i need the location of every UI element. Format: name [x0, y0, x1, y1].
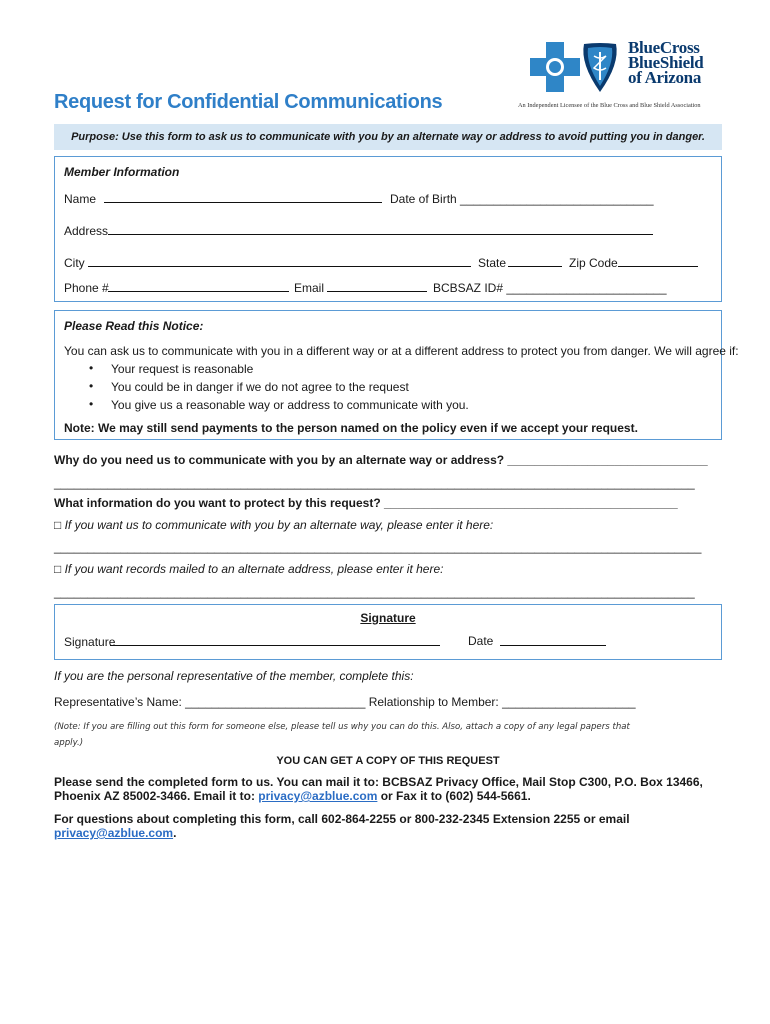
zip-label: Zip Code — [569, 256, 618, 270]
bcbsaz-logo-mark — [528, 40, 622, 96]
name-label: Name — [64, 192, 97, 206]
date-label: Date — [468, 634, 494, 648]
city-field[interactable] — [88, 266, 471, 267]
email-label: Email — [294, 281, 325, 295]
notice-payment-note: Note: We may still send payments to the person named on the policy even if we accept your request. — [64, 421, 638, 435]
bullet-icon: • — [89, 379, 94, 393]
alternate-way-line[interactable]: _________________________________________________________________________________________________ — [54, 540, 702, 554]
signature-heading: Signature — [360, 611, 416, 625]
logo-line-1: BlueCross — [628, 38, 700, 57]
representative-intro: If you are the personal representative of the member, complete this: — [54, 669, 414, 683]
representative-note — [54, 719, 630, 751]
member-info-heading: Member Information — [64, 165, 180, 179]
signature-label: Signature — [64, 635, 116, 649]
city-label: City — [64, 256, 85, 270]
why-question[interactable]: Why do you need us to communicate with you by an alternate way or address? ______________________________ — [54, 453, 708, 467]
why-answer-line[interactable]: ________________________________________________________________________________________________ — [54, 476, 695, 490]
notice-bullet: You could be in danger if we do not agree to the request — [111, 380, 409, 394]
page-title: Request for Confidential Communications — [54, 91, 443, 113]
questions-contact-line-1: For questions about completing this form, call 602-864-2255 or 800-232-2345 Extension 2255 or email — [54, 812, 630, 826]
phone-field[interactable] — [108, 291, 289, 292]
date-field[interactable] — [500, 645, 606, 646]
bcbsaz-id-field[interactable]: BCBSAZ ID# ________________________ — [433, 281, 667, 295]
send-text: Phoenix AZ 85002-3466. Email it to: — [54, 789, 259, 803]
what-question[interactable]: What information do you want to protect by this request? ____________________________________________ — [54, 496, 678, 510]
notice-bullet: You give us a reasonable way or address to communicate with you. — [111, 398, 469, 412]
alternate-way-checkbox[interactable]: □ If you want us to communicate with you by an alternate way, please enter it here: — [54, 518, 494, 532]
alternate-address-line[interactable]: ________________________________________________________________________________________________ — [54, 585, 695, 599]
send-instructions-line-1: Please send the completed form to us. You can mail it to: BCBSAZ Privacy Office, Mail Stop C300, P.O. Box 13466, — [54, 775, 703, 789]
period: . — [173, 826, 177, 840]
privacy-email-link[interactable]: privacy@azblue.com — [258, 789, 378, 803]
dob-field[interactable]: Date of Birth _____________________________ — [390, 192, 654, 206]
notice-intro: You can ask us to communicate with you in a different way or at a different address to protect you from danger. We will agree if: — [64, 344, 739, 358]
notice-heading: Please Read this Notice: — [64, 319, 204, 333]
logo-line-2: BlueShield — [628, 53, 704, 72]
bcbsaz-logo-text — [628, 40, 703, 85]
representative-note-line-2: apply.) — [54, 738, 84, 748]
phone-label: Phone # — [64, 281, 109, 295]
bullet-icon: • — [89, 361, 94, 375]
questions-email-link[interactable]: privacy@azblue.com — [54, 826, 174, 840]
questions-contact-line-2 — [54, 826, 176, 840]
representative-note-line-1: (Note: If you are filling out this form for someone else, please tell us why you can do this. Also, attach a copy of any legal papers that — [54, 722, 630, 732]
email-field[interactable] — [327, 291, 427, 292]
logo-tagline: An Independent Licensee of the Blue Cross and Blue Shield Association — [518, 102, 701, 109]
alternate-address-checkbox[interactable]: □ If you want records mailed to an alternate address, please enter it here: — [54, 562, 444, 576]
logo-line-3: of Arizona — [628, 68, 702, 87]
send-instructions-line-2 — [54, 789, 531, 803]
name-field[interactable] — [104, 202, 382, 203]
purpose-banner: Purpose: Use this form to ask us to communicate with you by an alternate way or address to avoid putting you in danger. — [54, 124, 722, 150]
signature-field[interactable] — [110, 645, 440, 646]
state-label: State — [478, 256, 507, 270]
fax-text: or Fax it to (602) 544-5661. — [377, 789, 531, 803]
representative-fields[interactable]: Representative’s Name: ___________________________ Relationship to Member: ____________________ — [54, 695, 636, 709]
copy-notice: YOU CAN GET A COPY OF THIS REQUEST — [276, 755, 500, 767]
bullet-icon: • — [89, 397, 94, 411]
zip-field[interactable] — [618, 266, 698, 267]
notice-bullet: Your request is reasonable — [111, 362, 254, 376]
address-label: Address — [64, 224, 109, 238]
state-field[interactable] — [508, 266, 562, 267]
address-field[interactable] — [108, 234, 653, 235]
